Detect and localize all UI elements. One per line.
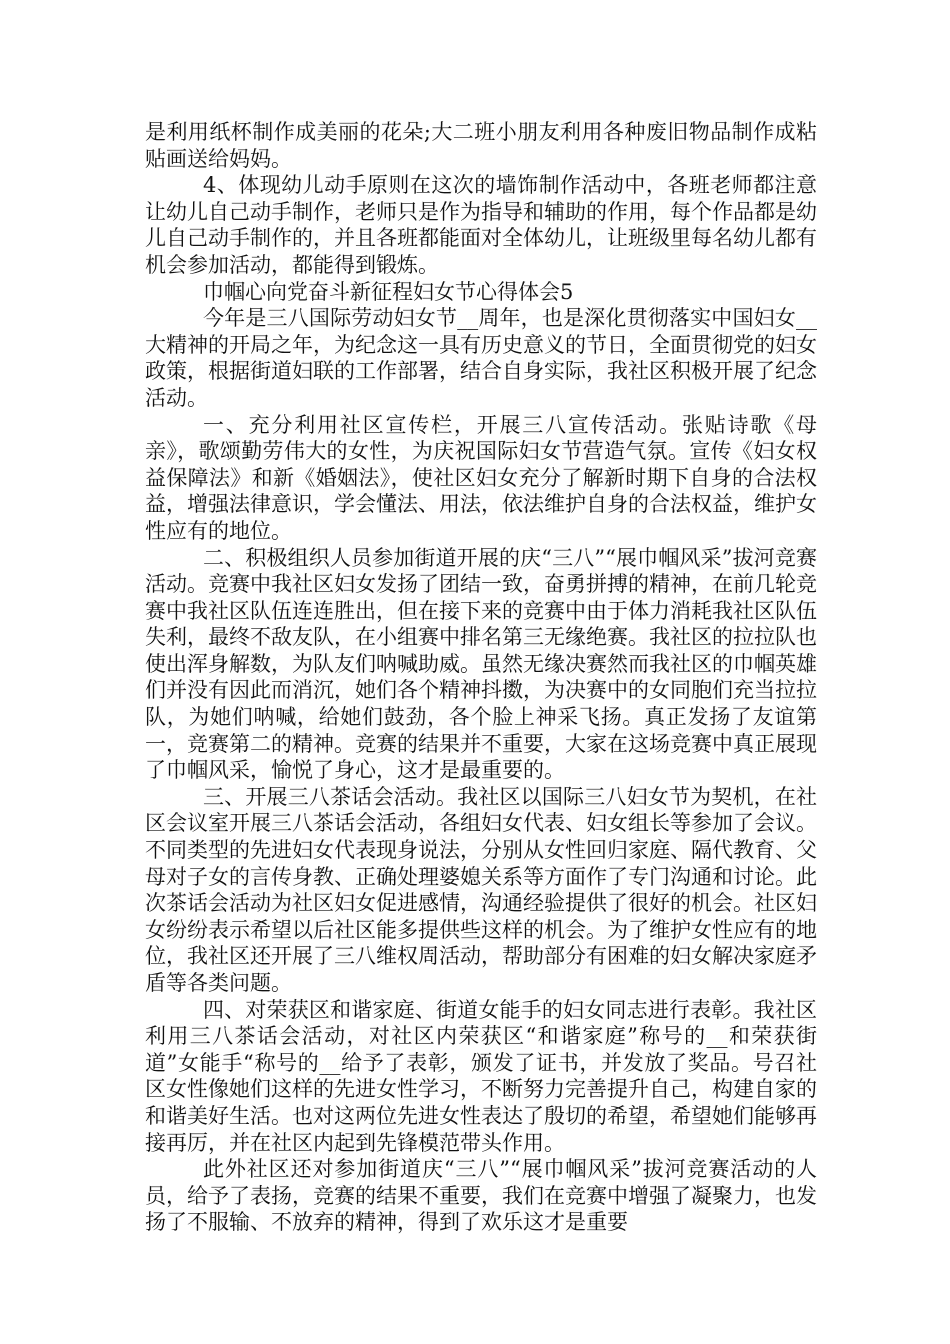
- section-title: 巾帼心向党奋斗新征程妇女节心得体会5: [203, 279, 574, 304]
- paragraph-closing: 此外社区还对参加街道庆“三八”“展巾帼风采”拔河竞赛活动的人员，给予了表扬，竞赛的结果不重要，我们在竞赛中增强了凝聚力，也发扬了不服输、不放弃的精神，得到了欢乐这才是重要: [145, 1157, 817, 1235]
- paragraph-point-1: 一、充分利用社区宣传栏，开展三八宣传活动。张贴诗歌《母亲》，歌颂勤劳伟大的女性，为庆祝国际妇女节营造气氛。宣传《妇女权益保障法》和新《婚姻法》，使社区妇女充分了解新时期下自身的合法权益，增强法律意识，学会懂法、用法，依法维护自身的合法权益，维护女性应有的地位。: [145, 412, 817, 543]
- paragraph-point-2: 二、积极组织人员参加街道开展的庆“三八”“展巾帼风采”拔河竞赛活动。竞赛中我社区妇女发扬了团结一致，奋勇拼搏的精神，在前几轮竞赛中我社区队伍连连胜出，但在接下来的竞赛中由于体力消耗我社区队伍失利，最终不敌友队，在小组赛中排名第三无缘绝赛。我社区的拉拉队也使出浑身解数，为队友们呐喊助威。虽然无缘决赛然而我社区的巾帼英雄们并没有因此而消沉，她们各个精神抖擞，为决赛中的女同胞们充当拉拉队，为她们呐喊，给她们鼓劲，各个脸上神采飞扬。真正发扬了友谊第一，竞赛第二的精神。竞赛的结果并不重要，大家在这场竞赛中真正展现了巾帼风采，愉悦了身心，这才是最重要的。: [145, 545, 817, 783]
- paragraph-intro: 今年是三八国际劳动妇女节__周年，也是深化贯彻落实中国妇女__大精神的开局之年，为纪念这一具有历史意义的节日，全面贯彻党的妇女政策，根据街道妇联的工作部署，结合自身实际，我社区积极开展了纪念活动。: [145, 306, 817, 410]
- paragraph-point-4: 四、对荣获区和谐家庭、街道女能手的妇女同志进行表彰。我社区利用三八茶话会活动，对社区内荣获区“和谐家庭”称号的__和荣获街道”女能手“称号的__给予了表彰，颁发了证书，并发放了奖品。号召社区女性像她们这样的先进女性学习，不断努力完善提升自己，构建自家的和谐美好生活。也对这两位先进女性表达了殷切的希望，希望她们能够再接再厉，并在社区内起到先锋模范带头作用。: [145, 997, 817, 1155]
- paragraph-item-4: 4、体现幼儿动手原则在这次的墙饰制作活动中，各班老师都注意让幼儿自己动手制作，老师只是作为指导和辅助的作用，每个作品都是幼儿自己动手制作的，并且各班都能面对全体幼儿，让班级里每名幼儿都有机会参加活动，都能得到锻炼。: [145, 173, 817, 277]
- document-body: [145, 119, 817, 1236]
- paragraph-point-3: 三、开展三八茶话会活动。我社区以国际三八妇女节为契机，在社区会议室开展三八茶话会活动，各组妇女代表、妇女组长等参加了会议。不同类型的先进妇女代表现身说法，分别从女性回归家庭、隔代教育、父母对子女的言传身教、正确处理婆媳关系等方面作了专门沟通和讨论。此次茶话会活动为社区妇女促进感情，沟通经验提供了很好的机会。社区妇女纷纷表示希望以后社区能多提供些这样的机会。为了维护女性应有的地位，我社区还开展了三八维权周活动，帮助部分有困难的妇女解决家庭矛盾等各类问题。: [145, 784, 817, 995]
- paragraph-continuation: 是利用纸杯制作成美丽的花朵;大二班小朋友利用各种废旧物品制作成粘贴画送给妈妈。: [145, 120, 817, 171]
